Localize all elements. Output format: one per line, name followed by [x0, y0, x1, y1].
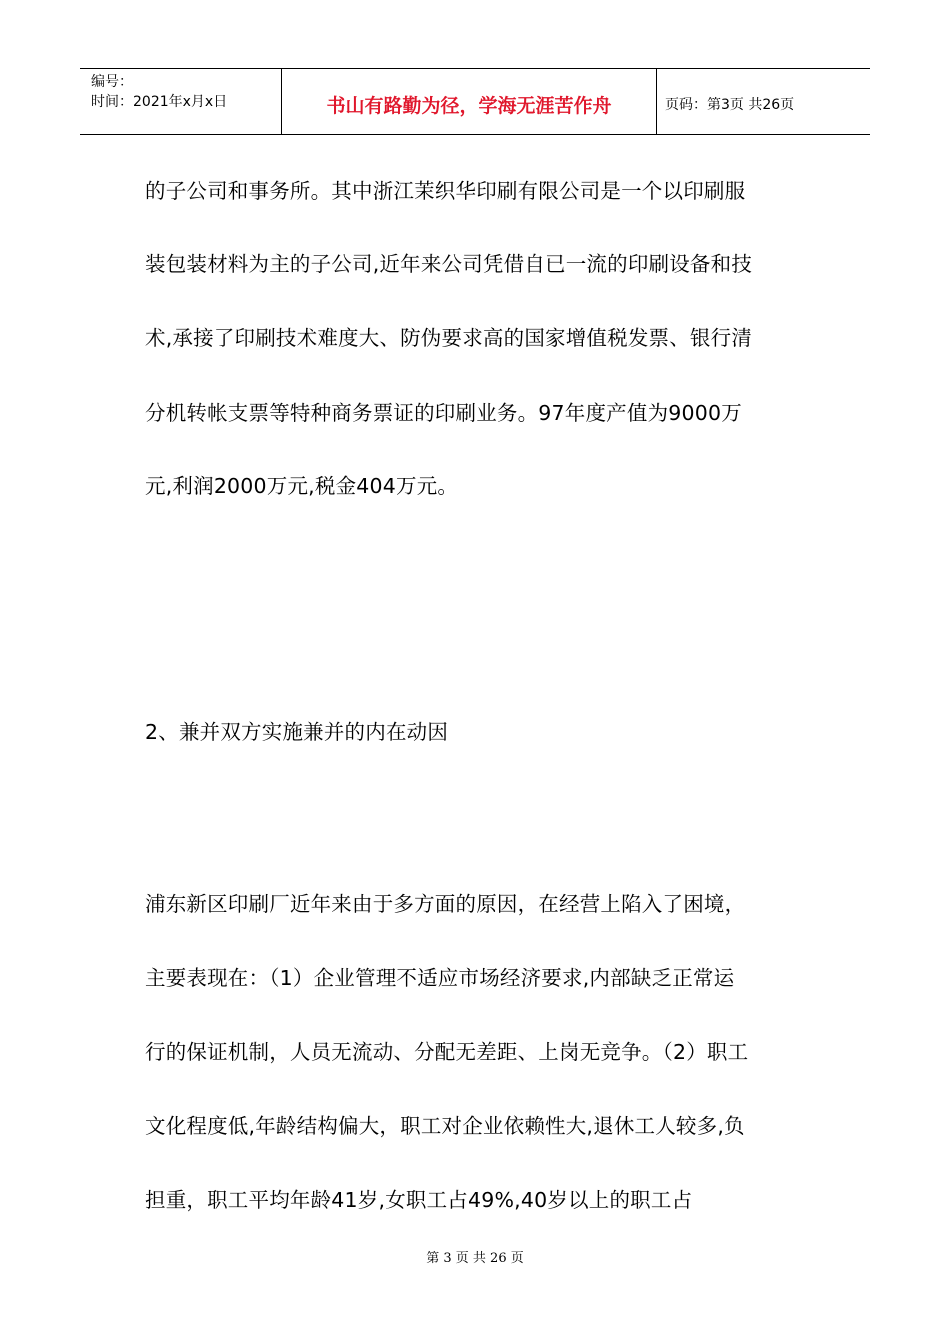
header-motto-cell	[282, 69, 657, 134]
paragraph-line: 分机转帐支票等特种商务票证的印刷业务。97年度产值为9000万	[145, 401, 742, 425]
section-heading: 2、兼并双方实施兼并的内在动因	[145, 720, 449, 744]
paragraph-line: 的子公司和事务所。其中浙江茉织华印刷有限公司是一个以印刷服	[145, 179, 746, 203]
document-date-label: 时间：2021年x月x日	[91, 94, 228, 110]
header-page-cell	[657, 69, 870, 134]
paragraph-line: 术,承接了印刷技术难度大、防伪要求高的国家增值税发票、银行清	[145, 326, 753, 350]
paragraph-line: 行的保证机制，人员无流动、分配无差距、上岗无竞争。（2）职工	[145, 1040, 749, 1064]
page-footer: 第 3 页 共 26 页	[426, 1251, 524, 1266]
page-header	[80, 68, 870, 135]
header-meta-cell	[80, 69, 282, 134]
paragraph-line: 元,利润2000万元,税金404万元。	[145, 474, 459, 498]
header-motto: 书山有路勤为径，学海无涯苦作舟	[326, 95, 612, 117]
paragraph-line: 浦东新区印刷厂近年来由于多方面的原因，在经营上陷入了困境，	[145, 892, 746, 916]
paragraph-line: 文化程度低,年龄结构偏大，职工对企业依赖性大,退休工人较多,负	[145, 1114, 745, 1138]
paragraph-line: 主要表现在：（1）企业管理不适应市场经济要求,内部缺乏正常运	[145, 966, 735, 990]
header-page-number: 页码：第3页 共26页	[665, 97, 795, 113]
document-code-label: 编号：	[91, 74, 133, 90]
paragraph-line: 担重，职工平均年龄41岁,女职工占49%,40岁以上的职工占	[145, 1188, 693, 1212]
paragraph-line: 装包装材料为主的子公司,近年来公司凭借自已一流的印刷设备和技	[145, 252, 753, 276]
